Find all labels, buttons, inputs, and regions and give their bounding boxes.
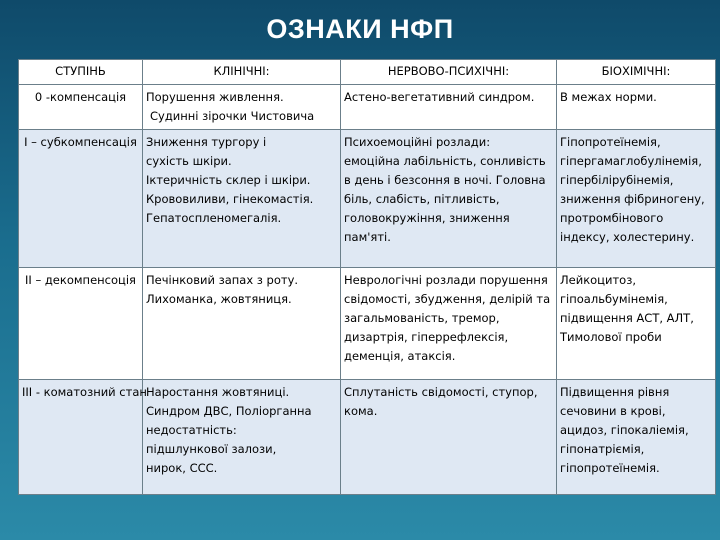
text-line: Лейкоцитоз, (560, 273, 636, 287)
neuro-cell (341, 380, 557, 495)
text-line: Іктеричність склер і шкіри. (146, 173, 311, 187)
text-line: головокружіння, зниження (344, 211, 510, 225)
text-line: індексу, холестерину. (560, 230, 695, 244)
page-title: ОЗНАКИ НФП (266, 14, 454, 44)
clinical-cell (143, 380, 341, 495)
table-row (19, 268, 716, 380)
text-line: сухість шкіри. (146, 154, 232, 168)
header-row (19, 60, 716, 85)
text-line: кома. (344, 404, 378, 418)
table-row (19, 380, 716, 495)
text-line: біль, слабість, пітливість, (344, 192, 500, 206)
neuro-cell (341, 130, 557, 268)
stage-cell: І – субкомпенсація (19, 130, 143, 268)
text-line: пам'яті. (344, 230, 391, 244)
neuro-cell (341, 85, 557, 130)
text-line: Крововиливи, гінекомастія. (146, 192, 314, 206)
table-row (19, 85, 716, 130)
text-line: підвищення АСТ, АЛТ, (560, 311, 694, 325)
text-line: деменція, атаксія. (344, 349, 456, 363)
table-row (19, 130, 716, 268)
text-line: гіпонатріємія, (560, 442, 645, 456)
bio-cell (557, 380, 716, 495)
text-line: Судинні зірочки Чистовича (150, 109, 315, 123)
header-stage: СТУПІНЬ (19, 60, 143, 85)
text-line: сечовини в крові, (560, 404, 666, 418)
bio-cell (557, 130, 716, 268)
stage-cell: ІІ – декомпенсоція (19, 268, 143, 380)
text-line: Порушення живлення. (146, 90, 284, 104)
text-line: Зниження тургору і (146, 135, 267, 149)
text-line: Астено-вегетативний синдром. (344, 90, 535, 104)
clinical-cell (143, 268, 341, 380)
text-line: Тимолової проби (560, 330, 662, 344)
text-line: В межах норми. (560, 90, 657, 104)
text-line: Сплутаність свідомості, ступор, (344, 385, 538, 399)
text-line: зниження фібриногену, (560, 192, 705, 206)
clinical-cell (143, 130, 341, 268)
text-line: емоційна лабільність, сонливість (344, 154, 546, 168)
text-line: нирок, ССС. (146, 461, 218, 475)
text-line: в день і безсоння в ночі. Головна (344, 173, 546, 187)
bio-cell (557, 85, 716, 130)
text-line: Неврологічні розлади порушення (344, 273, 548, 287)
text-line: протромбінового (560, 211, 664, 225)
stage-cell: ІІІ - коматозний стан (19, 380, 143, 495)
bio-cell (557, 268, 716, 380)
text-line: Психоемоційні розлади: (344, 135, 491, 149)
text-line: ацидоз, гіпокаліемія, (560, 423, 689, 437)
text-line: підшлункової залози, (146, 442, 277, 456)
stage-cell: 0 -компенсація (19, 85, 143, 130)
text-line: Гіпопротеїнемія, (560, 135, 661, 149)
text-line: Лихоманка, жовтяниця. (146, 292, 292, 306)
text-line: недостатність: (146, 423, 237, 437)
signs-table (18, 59, 716, 495)
header-bio: БІОХІМІЧНІ: (557, 60, 716, 85)
neuro-cell (341, 268, 557, 380)
text-line: Наростання жовтяниці. (146, 385, 290, 399)
text-line: Печінковий запах з роту. (146, 273, 299, 287)
text-line: гіпоальбумінемія, (560, 292, 668, 306)
text-line: загальмованість, тремор, (344, 311, 500, 325)
text-line: гіпопротеїнемія. (560, 461, 660, 475)
clinical-cell (143, 85, 341, 130)
header-clinical: КЛІНІЧНІ: (143, 60, 341, 85)
header-neuro: НЕРВОВО-ПСИХІЧНІ: (341, 60, 557, 85)
text-line: свідомості, збудження, делірій та (344, 292, 551, 306)
text-line: гіпербілірубінемія, (560, 173, 674, 187)
text-line: Підвищення рівня (560, 385, 670, 399)
text-line: Гепатоспленомегалія. (146, 211, 282, 225)
text-line: гіпергамаглобулінемія, (560, 154, 702, 168)
text-line: дизартрія, гіперрефлексія, (344, 330, 509, 344)
text-line: Синдром ДВС, Поліорганна (146, 404, 312, 418)
